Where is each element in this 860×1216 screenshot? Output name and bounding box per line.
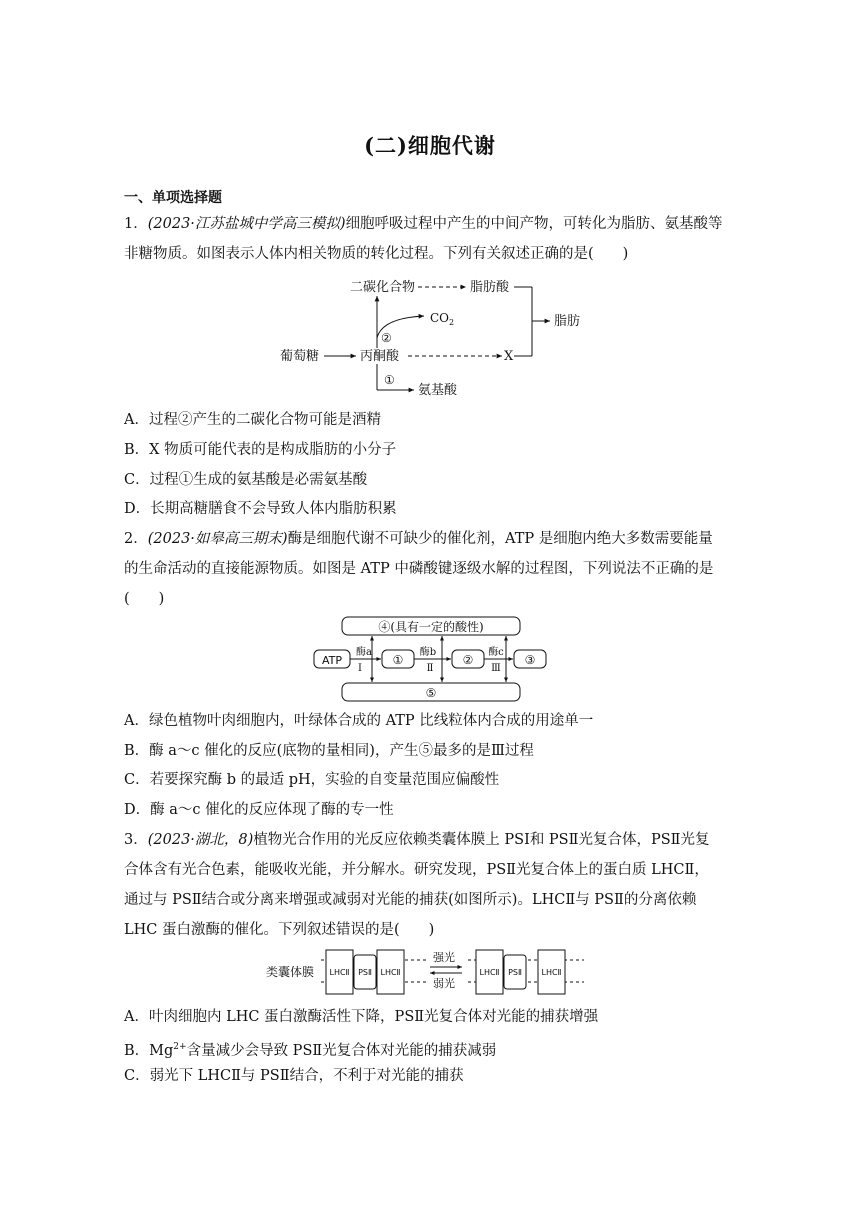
q3-stem-line2: 合体含有光合色素，能吸收光能，并分解水。研究发现，PSⅡ光复合体上的蛋白质 LHCⅡ， (124, 862, 709, 878)
q1-option-a: A．过程②产生的二碳化合物可能是酒精 (124, 412, 381, 428)
q2-bottom-label: ⑤ (425, 686, 437, 700)
q1-option-d: D．长期高糖膳食不会导致人体内脂肪积累 (124, 501, 397, 517)
q3-right-lhc2-label: LHCⅡ (541, 968, 562, 977)
q2-enzyme-b: 酶b (419, 647, 437, 658)
q1-zhifangsuan: 脂肪酸 (470, 280, 510, 295)
q3-source: (2023·湖北，8) (147, 832, 254, 848)
q1-source: (2023·江苏盐城中学高三模拟) (147, 216, 346, 232)
q3-option-b-text: 含量减少会导致 PSⅡ光复合体对光能的捕获减弱 (186, 1042, 497, 1059)
q3-stem-line4: LHC 蛋白激酶的催化。下列叙述错误的是( ) (124, 922, 435, 938)
q3-option-b-prefix: B．Mg (124, 1042, 174, 1059)
q3-left-ps-label: PSⅡ (358, 968, 372, 977)
q2-reaction-1: Ⅰ (358, 663, 362, 674)
q2-option-c: C．若要探究酶 b 的最适 pH，实验的自变量范围应偏酸性 (124, 772, 500, 788)
q1-x: X (504, 349, 514, 364)
q2-atp-label: ATP (321, 654, 343, 667)
q2-m2-label: ② (462, 653, 474, 667)
q3-strong-light: 强光 (433, 951, 455, 964)
q3-option-a: A．叶肉细胞内 LHC 蛋白激酶活性下降，PSⅡ光复合体对光能的捕获增强 (124, 1009, 599, 1025)
q1-anjisuan: 氨基酸 (418, 383, 458, 398)
q2-m3-label: ③ (524, 653, 536, 667)
q3-right-ps-label: PSⅡ (508, 968, 522, 977)
q2-option-a: A．绿色植物叶肉细胞内，叶绿体合成的 ATP 比线粒体内合成的用途单一 (124, 713, 594, 729)
q1-process-1: ① (384, 373, 395, 387)
q2-enzyme-a: 酶a (356, 647, 372, 658)
q3-option-b-superscript: 2+ (173, 1042, 187, 1052)
q1-bingtongsuan: 丙酮酸 (360, 349, 400, 364)
q1-stem-line2: 非糖物质。如图表示人体内相关物质的转化过程。下列有关叙述正确的是( ) (124, 246, 629, 262)
q2-stem-line2: 的生命活动的直接能源物质。如图是 ATP 中磷酸键逐级水解的过程图，下列说法不正确的是 (124, 561, 714, 577)
q2-diagram (310, 614, 560, 706)
q2-number: 2． (124, 531, 148, 547)
q2-option-b: B．酶 a～c 催化的反应(底物的量相同)，产生⑤最多的是Ⅲ过程 (124, 743, 534, 759)
q3-option-c: C．弱光下 LHCⅡ与 PSⅡ结合，不利于对光能的捕获 (124, 1068, 464, 1084)
q3-stem-line3: 通过与 PSⅡ结合或分离来增强或减弱对光能的捕获(如图所示)。LHCⅡ与 PSⅡ的分离依赖 (124, 892, 697, 908)
page-title: (二)细胞代谢 (364, 133, 496, 158)
q1-zhifang: 脂肪 (554, 314, 581, 329)
q3-number: 3． (124, 832, 148, 848)
q1-option-c: C．过程①生成的氨基酸是必需氨基酸 (124, 472, 368, 488)
q1-putaotang: 葡萄糖 (280, 349, 320, 364)
q2-stem-text: 酶是细胞代谢不可缺少的催化剂，ATP 是细胞内绝大多数需要能量 (287, 531, 713, 547)
q3-stem-line1 (124, 830, 744, 850)
q2-source: (2023·如皋高三期末) (147, 531, 288, 547)
q2-reaction-2: Ⅱ (426, 663, 434, 674)
q3-option-b (124, 1037, 496, 1061)
q2-top-label: ④(具有一定的酸性) (378, 620, 484, 634)
q1-ercitan: 二碳化合物 (350, 280, 416, 295)
q1-process-2: ② (381, 331, 392, 345)
q1-stem-line1 (124, 214, 744, 234)
q3-stem-text: 植物光合作用的光反应依赖类囊体膜上 PSⅠ和 PSⅡ光复合体，PSⅡ光复 (253, 832, 710, 848)
q2-stem-line3: ( ) (124, 591, 165, 607)
section-heading: 一、单项选择题 (124, 190, 222, 206)
q1-diagram (270, 276, 600, 400)
q1-co2: $CO_2$ (430, 311, 455, 327)
q2-enzyme-c: 酶c (488, 647, 504, 658)
q2-option-d: D．酶 a～c 催化的反应体现了酶的专一性 (124, 802, 394, 818)
q3-membrane-label: 类囊体膜 (266, 965, 315, 979)
q1-number: 1． (124, 216, 148, 232)
q2-m1-label: ① (392, 653, 404, 667)
q3-weak-light: 弱光 (433, 977, 455, 990)
q3-right-lhc1-label: LHCⅡ (479, 968, 500, 977)
q2-stem-line1 (124, 529, 744, 549)
q1-option-b: B．X 物质可能代表的是构成脂肪的小分子 (124, 442, 397, 458)
q1-stem-text: 细胞呼吸过程中产生的中间产物，可转化为脂肪、氨基酸等 (345, 216, 723, 232)
q2-reaction-3: Ⅲ (491, 663, 501, 674)
q3-diagram (266, 946, 592, 998)
q3-left-lhc1-label: LHCⅡ (329, 968, 350, 977)
q3-left-lhc2-label: LHCⅡ (380, 968, 401, 977)
